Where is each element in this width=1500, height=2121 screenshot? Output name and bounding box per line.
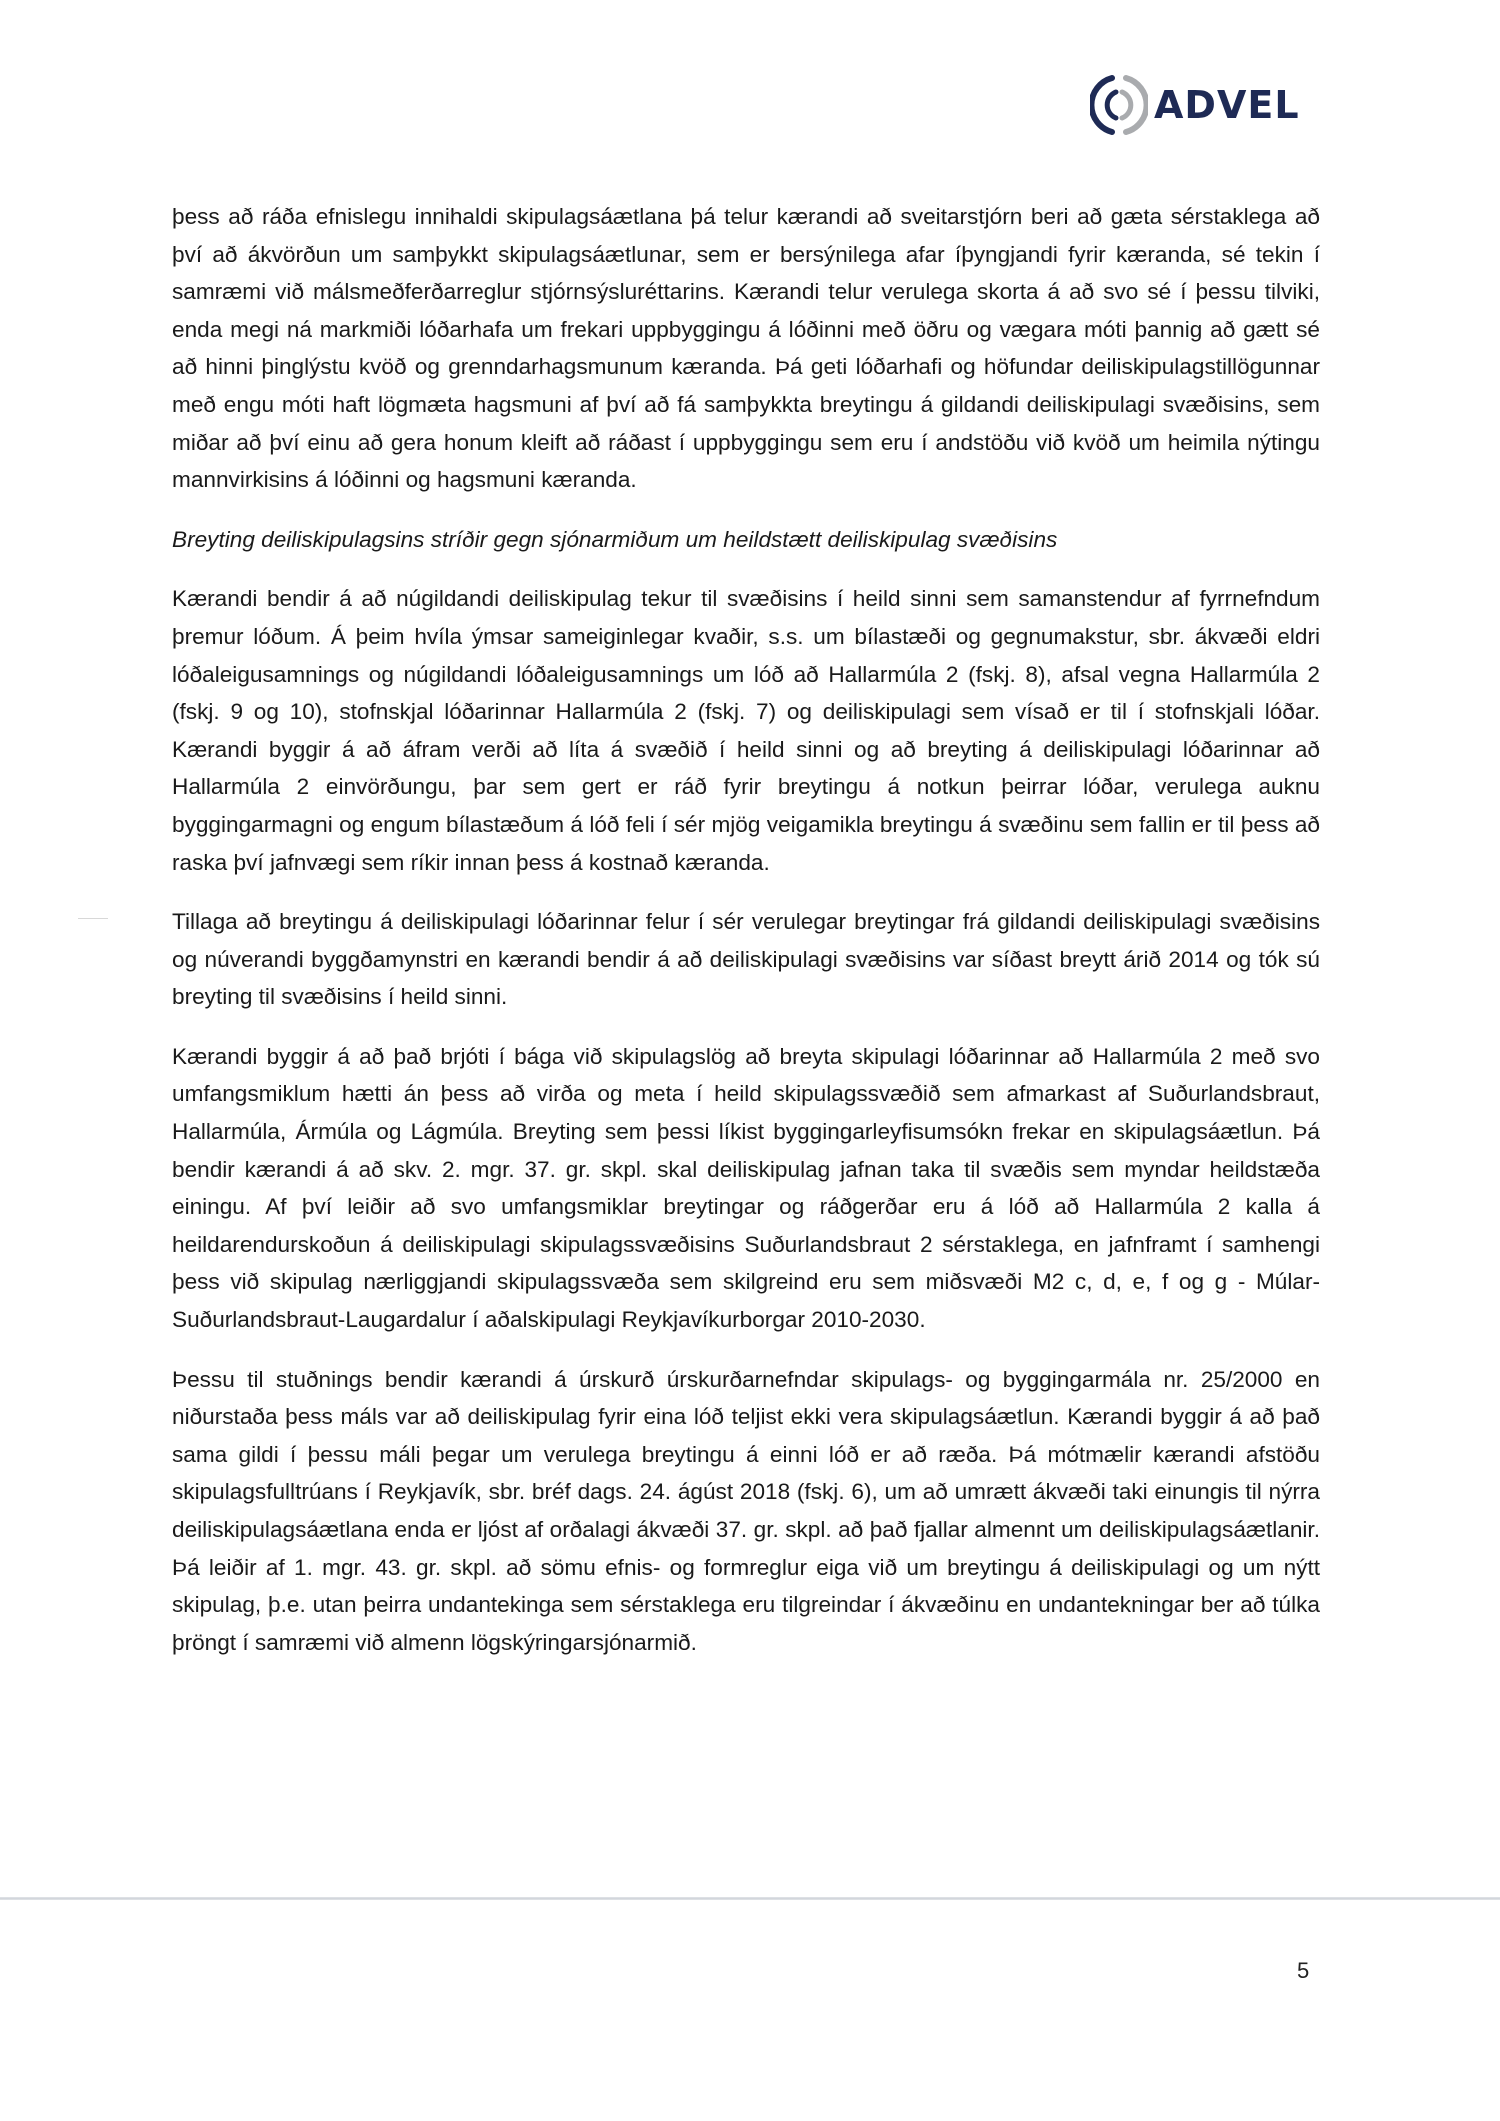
- advel-logo-icon: [1090, 72, 1148, 138]
- document-body: [172, 198, 1320, 1661]
- advel-logo: [1090, 70, 1300, 140]
- paragraph: þess að ráða efnislegu innihaldi skipulagsáætlana þá telur kærandi að sveitarstjórn beri að gæta sérstaklega að því að ákvörðun um samþykkt skipulagsáætlunar, sem er bersýnilega afar íþyngjandi fyrir kæranda, sé tekin í samræmi við málsmeðferðarreglur stjórnsýsluréttarins. Kærandi telur verulega skorta á að svo sé í þessu tilviki, enda megi ná markmiði lóðarhafa um frekari uppbyggingu á lóðinni með öðru og vægara móti þannig að gætt sé að hinni þinglýstu kvöð og grenndarhagsmunum kæranda. Þá geti lóðarhafi og höfundar deiliskipulagstillögunnar með engu móti haft lögmæta hagsmuni af því að fá samþykkta breytingu á gildandi deiliskipulagi svæðisins, sem miðar að því einu að gera honum kleift að ráðast í uppbyggingu sem eru í andstöðu við kvöð um heimila nýtingu mannvirkisins á lóðinni og hagsmuni kæranda.: [172, 204, 1320, 493]
- paragraph: Kærandi byggir á að það brjóti í bága við skipulagslög að breyta skipulagi lóðarinnar að Hallarmúla 2 með svo umfangsmiklum hætti án þess að virða og meta í heild skipulagssvæðið sem afmarkast af Suðurlandsbraut, Hallarmúla, Ármúla og Lágmúla. Breyting sem þessi líkist byggingarleyfisumsókn frekar en skipulagsáætlun. Þá bendir kærandi á að skv. 2. mgr. 37. gr. skpl. skal deiliskipulag jafnan taka til svæðis sem myndar heildstæða einingu. Af því leiðir að svo umfangsmiklar breytingar og ráðgerðar eru á lóð að Hallarmúla 2 kalla á heildarendurskoðun á deiliskipulagi skipulagssvæðisins Suðurlandsbraut 2 sérstaklega, en jafnframt í samhengi þess við skipulag nærliggjandi skipulagssvæða sem skilgreind eru sem miðsvæði M2 c, d, e, f og g - Múlar-Suðurlandsbraut-Laugardalur í aðalskipulagi Reykjavíkurborgar 2010-2030.: [172, 1043, 1320, 1333]
- logo-text: ADVEL: [1154, 83, 1300, 127]
- footer-divider: [0, 1897, 1500, 1900]
- margin-mark: [78, 918, 108, 919]
- page-number: 5: [1297, 1958, 1310, 1983]
- paragraph: Kærandi bendir á að núgildandi deiliskipulag tekur til svæðisins í heild sinni sem samanstendur af fyrrnefndum þremur lóðum. Á þeim hvíla ýmsar sameiginlegar kvaðir, s.s. um bílastæði og gegnumakstur, sbr. ákvæði eldri lóðaleigusamnings og núgildandi lóðaleigusamnings um lóð að Hallarmúla 2 (fskj. 8), afsal vegna Hallarmúla 2 (fskj. 9 og 10), stofnskjal lóðarinnar Hallarmúla 2 (fskj. 7) og deiliskipulagi sem vísað er til í stofnskjali lóðar. Kærandi byggir á að áfram verði að líta á svæðið í heild sinni og að breyting á deiliskipulagi lóðarinnar að Hallarmúla 2 einvörðungu, þar sem gert er ráð fyrir breytingu á notkun þeirrar lóðar, verulega auknu byggingarmagni og engum bílastæðum á lóð feli í sér mjög veigamikla breytingu á svæðinu sem fallin er til þess að raska því jafnvægi sem ríkir innan þess á kostnað kæranda.: [172, 586, 1320, 875]
- section-heading: Breyting deiliskipulagsins stríðir gegn sjónarmiðum um heildstætt deiliskipulag svæðisins: [172, 526, 1058, 552]
- paragraph: Tillaga að breytingu á deiliskipulagi lóðarinnar felur í sér verulegar breytingar frá gildandi deiliskipulagi svæðisins og núverandi byggðamynstri en kærandi bendir á að deiliskipulagi svæðisins var síðast breytt árið 2014 og tók sú breyting til svæðisins í heild sinni.: [172, 909, 1320, 1010]
- paragraph: Þessu til stuðnings bendir kærandi á úrskurð úrskurðarnefndar skipulags- og byggingarmála nr. 25/2000 en niðurstaða þess máls var að deiliskipulag fyrir eina lóð teljist ekki vera skipulagsáætlun. Kærandi byggir á að það sama gildi í þessu máli þegar um verulega breytingu á einni lóð er að ræða. Þá mótmælir kærandi afstöðu skipulagsfulltrúans í Reykjavík, sbr. bréf dags. 24. ágúst 2018 (fskj. 6), um að umrætt ákvæði taki einungis til nýrra deiliskipulagsáætlana enda er ljóst af orðalagi ákvæði 37. gr. skpl. að það fjallar almennt um deiliskipulagsáætlanir. Þá leiðir af 1. mgr. 43. gr. skpl. að sömu efnis- og formreglur eiga við um breytingu á deiliskipulagi og um nýtt skipulag, þ.e. utan þeirra undantekinga sem sérstaklega eru tilgreindar í ákvæðinu en undantekningar ber að túlka þröngt í samræmi við almenn lögskýringarsjónarmið.: [172, 1366, 1320, 1655]
